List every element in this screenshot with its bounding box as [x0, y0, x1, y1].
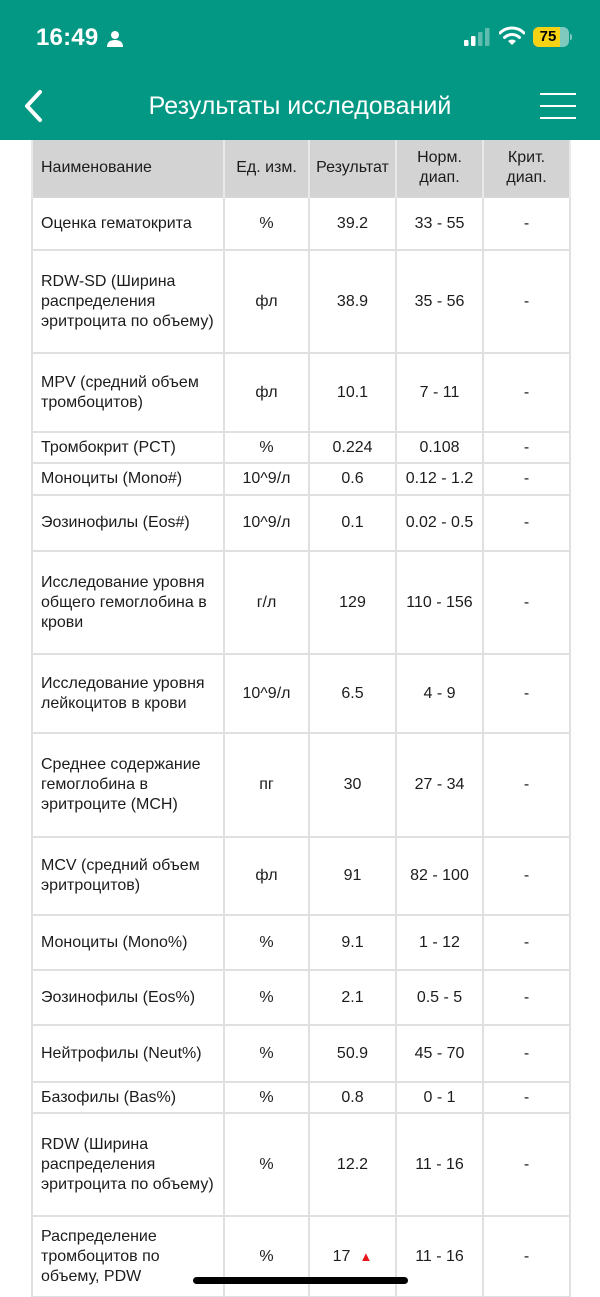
result-cell [309, 837, 396, 915]
table-header-row [32, 140, 570, 197]
unit-cell [224, 432, 309, 463]
unit-cell [224, 837, 309, 915]
crit-range-cell-text: - [523, 593, 530, 611]
signal-icon [464, 28, 492, 46]
unit-cell-text: фл [255, 867, 278, 884]
unit-cell-text: 10^9/л [242, 684, 291, 702]
column-header-result: Результат [309, 140, 396, 197]
result-cell-text: 129 [339, 593, 366, 611]
test-name-cell-text: RDW-SD (Ширина распределения эритроцита по объему) [41, 272, 214, 330]
table-row [32, 463, 570, 495]
crit-range-cell [483, 551, 570, 654]
test-name-cell-text: Базофилы (Bas%) [41, 1088, 177, 1106]
crit-range-cell [483, 1025, 570, 1082]
test-name-cell [32, 432, 224, 463]
app-header [0, 0, 600, 140]
home-indicator[interactable] [193, 1277, 408, 1284]
test-name-cell-text: MCV (средний объем эритроцитов) [41, 857, 200, 894]
result-cell [309, 654, 396, 733]
result-cell-text: 10.1 [336, 383, 369, 401]
test-name-cell-text: Среднее содержание гемоглобина в эритроците (MCH) [41, 756, 201, 813]
crit-range-cell [483, 915, 570, 970]
unit-cell-text: % [259, 1155, 274, 1173]
crit-range-cell-text: - [523, 438, 530, 456]
norm-range-cell [396, 915, 483, 970]
result-cell-text: 91 [343, 867, 362, 884]
result-cell [309, 1216, 396, 1297]
crit-range-cell [483, 733, 570, 837]
norm-range-cell [396, 463, 483, 495]
norm-range-cell [396, 432, 483, 463]
table-row [32, 1216, 570, 1297]
unit-cell-text: % [259, 1044, 274, 1062]
table-row [32, 654, 570, 733]
result-cell-text: 17 [332, 1247, 351, 1265]
norm-range-cell-text: 11 - 16 [415, 1247, 464, 1265]
norm-range-cell [396, 733, 483, 837]
crit-range-cell-text: - [523, 470, 530, 487]
result-cell [309, 463, 396, 495]
unit-cell [224, 733, 309, 837]
norm-range-cell-text: 45 - 70 [414, 1044, 465, 1062]
unit-cell-text: % [259, 214, 274, 232]
norm-range-cell-text: 0 - 1 [423, 1088, 456, 1106]
table-row [32, 970, 570, 1025]
result-cell-text: 0.1 [341, 514, 364, 531]
crit-range-cell [483, 197, 570, 250]
test-name-cell [32, 495, 224, 551]
norm-range-cell-text: 0.02 - 0.5 [405, 514, 474, 531]
table-row [32, 432, 570, 463]
test-name-cell-text: Тромбокрит (PCT) [41, 438, 176, 456]
norm-range-cell-text: 27 - 34 [414, 776, 465, 793]
test-name-cell [32, 837, 224, 915]
unit-cell [224, 1216, 309, 1297]
results-table-container [31, 140, 569, 1297]
unit-cell [224, 915, 309, 970]
norm-range-cell [396, 197, 483, 250]
test-name-cell [32, 733, 224, 837]
result-cell-text: 2.1 [341, 988, 364, 1006]
norm-range-cell [396, 353, 483, 432]
unit-cell-text: % [259, 933, 274, 951]
crit-range-cell [483, 495, 570, 551]
result-cell [309, 1025, 396, 1082]
crit-range-cell-text: - [523, 214, 530, 232]
column-header-name: Наименование [32, 140, 224, 197]
person-icon [106, 30, 124, 48]
test-name-cell [32, 1082, 224, 1113]
unit-cell [224, 551, 309, 654]
crit-range-cell [483, 837, 570, 915]
table-row [32, 1113, 570, 1216]
column-header-crit-range: Крит. диап. [483, 140, 570, 197]
unit-cell-text: пг [259, 776, 274, 793]
result-cell-text: 12.2 [336, 1155, 369, 1173]
test-name-cell-text: Моноциты (Mono#) [41, 470, 183, 487]
test-name-cell [32, 197, 224, 250]
result-cell [309, 915, 396, 970]
unit-cell [224, 197, 309, 250]
crit-range-cell [483, 1216, 570, 1297]
test-name-cell [32, 353, 224, 432]
test-name-cell [32, 1113, 224, 1216]
table-row [32, 837, 570, 915]
test-name-cell [32, 654, 224, 733]
above-normal-arrow-icon: ▲ [359, 1248, 373, 1264]
unit-cell-text: фл [255, 383, 278, 401]
norm-range-cell-text: 82 - 100 [410, 867, 469, 884]
result-cell-text: 6.5 [341, 684, 364, 702]
battery-percent: 75 [539, 28, 557, 45]
norm-range-cell-text: 33 - 55 [414, 214, 465, 232]
unit-cell-text: % [259, 438, 274, 456]
unit-cell-text: 10^9/л [242, 470, 291, 487]
test-name-cell [32, 1216, 224, 1297]
result-cell [309, 551, 396, 654]
crit-range-cell-text: - [523, 1155, 530, 1173]
nav-bar [0, 82, 600, 132]
test-name-cell [32, 1025, 224, 1082]
table-row [32, 551, 570, 654]
unit-cell [224, 353, 309, 432]
unit-cell [224, 970, 309, 1025]
result-cell-text: 38.9 [336, 292, 369, 310]
test-name-cell-text: RDW (Ширина распределения эритроцита по объему) [41, 1135, 214, 1193]
test-name-cell-text: Исследование уровня лейкоцитов в крови [41, 674, 205, 712]
column-header-unit: Ед. изм. [224, 140, 309, 197]
table-row [32, 353, 570, 432]
result-cell-text: 39.2 [336, 214, 369, 232]
test-name-cell-text: MPV (средний объем тромбоцитов) [41, 373, 199, 411]
crit-range-cell-text: - [523, 776, 530, 793]
test-name-cell-text: Моноциты (Mono%) [41, 933, 188, 951]
result-cell-text: 0.8 [341, 1088, 364, 1106]
norm-range-cell-text: 0.5 - 5 [416, 988, 463, 1006]
unit-cell [224, 1113, 309, 1216]
crit-range-cell-text: - [523, 867, 530, 884]
norm-range-cell [396, 970, 483, 1025]
page-title: Результаты исследований [148, 92, 452, 120]
norm-range-cell [396, 551, 483, 654]
result-cell [309, 1113, 396, 1216]
norm-range-cell [396, 1113, 483, 1216]
wifi-icon [499, 26, 525, 46]
test-name-cell [32, 551, 224, 654]
norm-range-cell-text: 0.12 - 1.2 [405, 470, 474, 487]
unit-cell-text: фл [255, 292, 278, 310]
crit-range-cell [483, 1082, 570, 1113]
norm-range-cell-text: 110 - 156 [406, 593, 473, 611]
crit-range-cell [483, 353, 570, 432]
result-cell [309, 1082, 396, 1113]
result-cell [309, 495, 396, 551]
table-row [32, 495, 570, 551]
unit-cell-text: г/л [256, 593, 277, 611]
result-cell [309, 970, 396, 1025]
result-cell [309, 733, 396, 837]
crit-range-cell-text: - [523, 1088, 530, 1106]
unit-cell [224, 463, 309, 495]
unit-cell-text: % [259, 1247, 274, 1265]
norm-range-cell-text: 4 - 9 [423, 684, 456, 702]
result-cell-text: 30 [343, 776, 362, 793]
test-name-cell [32, 970, 224, 1025]
norm-range-cell [396, 250, 483, 353]
result-cell [309, 353, 396, 432]
norm-range-cell-text: 35 - 56 [414, 292, 465, 310]
unit-cell [224, 1082, 309, 1113]
battery-icon [533, 27, 573, 47]
status-bar [0, 22, 600, 54]
test-name-cell [32, 915, 224, 970]
crit-range-cell [483, 970, 570, 1025]
crit-range-cell-text: - [523, 988, 530, 1006]
result-cell-text: 50.9 [336, 1044, 369, 1062]
result-cell [309, 197, 396, 250]
norm-range-cell-text: 0.108 [419, 438, 460, 456]
hamburger-menu-icon[interactable] [540, 93, 576, 119]
status-time: 16:49 [36, 24, 99, 51]
table-row [32, 733, 570, 837]
test-name-cell [32, 250, 224, 353]
result-cell-text: 0.6 [341, 470, 364, 487]
norm-range-cell [396, 837, 483, 915]
crit-range-cell-text: - [523, 933, 530, 951]
table-row [32, 1025, 570, 1082]
norm-range-cell [396, 1082, 483, 1113]
unit-cell [224, 654, 309, 733]
norm-range-cell [396, 1025, 483, 1082]
result-cell-text: 0.224 [332, 438, 373, 456]
norm-range-cell-text: 7 - 11 [419, 383, 460, 401]
test-name-cell-text: Исследование уровня общего гемоглобина в крови [41, 573, 207, 631]
unit-cell-text: % [259, 1088, 274, 1106]
unit-cell [224, 1025, 309, 1082]
column-header-norm-range: Норм. диап. [396, 140, 483, 197]
unit-cell-text: 10^9/л [242, 514, 291, 531]
result-cell [309, 250, 396, 353]
table-row [32, 915, 570, 970]
norm-range-cell-text: 11 - 16 [415, 1155, 464, 1173]
unit-cell-text: % [259, 988, 274, 1006]
table-row [32, 250, 570, 353]
crit-range-cell [483, 463, 570, 495]
crit-range-cell-text: - [523, 684, 530, 702]
test-name-cell-text: Эозинофилы (Eos#) [41, 514, 190, 531]
crit-range-cell [483, 250, 570, 353]
test-name-cell [32, 463, 224, 495]
crit-range-cell [483, 432, 570, 463]
norm-range-cell [396, 654, 483, 733]
norm-range-cell-text: 1 - 12 [419, 933, 460, 951]
table-row [32, 197, 570, 250]
table-row [32, 1082, 570, 1113]
test-name-cell-text: Оценка гематокрита [41, 214, 192, 232]
crit-range-cell [483, 654, 570, 733]
test-name-cell-text: Нейтрофилы (Neut%) [41, 1044, 202, 1062]
crit-range-cell [483, 1113, 570, 1216]
test-name-cell-text: Распределение тромбоцитов по объему, PDW [41, 1227, 160, 1285]
test-name-cell-text: Эозинофилы (Eos%) [41, 988, 196, 1006]
unit-cell [224, 495, 309, 551]
result-cell [309, 432, 396, 463]
crit-range-cell-text: - [523, 383, 530, 401]
norm-range-cell [396, 495, 483, 551]
norm-range-cell [396, 1216, 483, 1297]
result-cell-text: 9.1 [341, 933, 364, 951]
crit-range-cell-text: - [523, 1044, 530, 1062]
results-table [31, 140, 571, 1297]
unit-cell [224, 250, 309, 353]
crit-range-cell-text: - [523, 1247, 530, 1265]
crit-range-cell-text: - [523, 292, 530, 310]
crit-range-cell-text: - [523, 514, 530, 531]
